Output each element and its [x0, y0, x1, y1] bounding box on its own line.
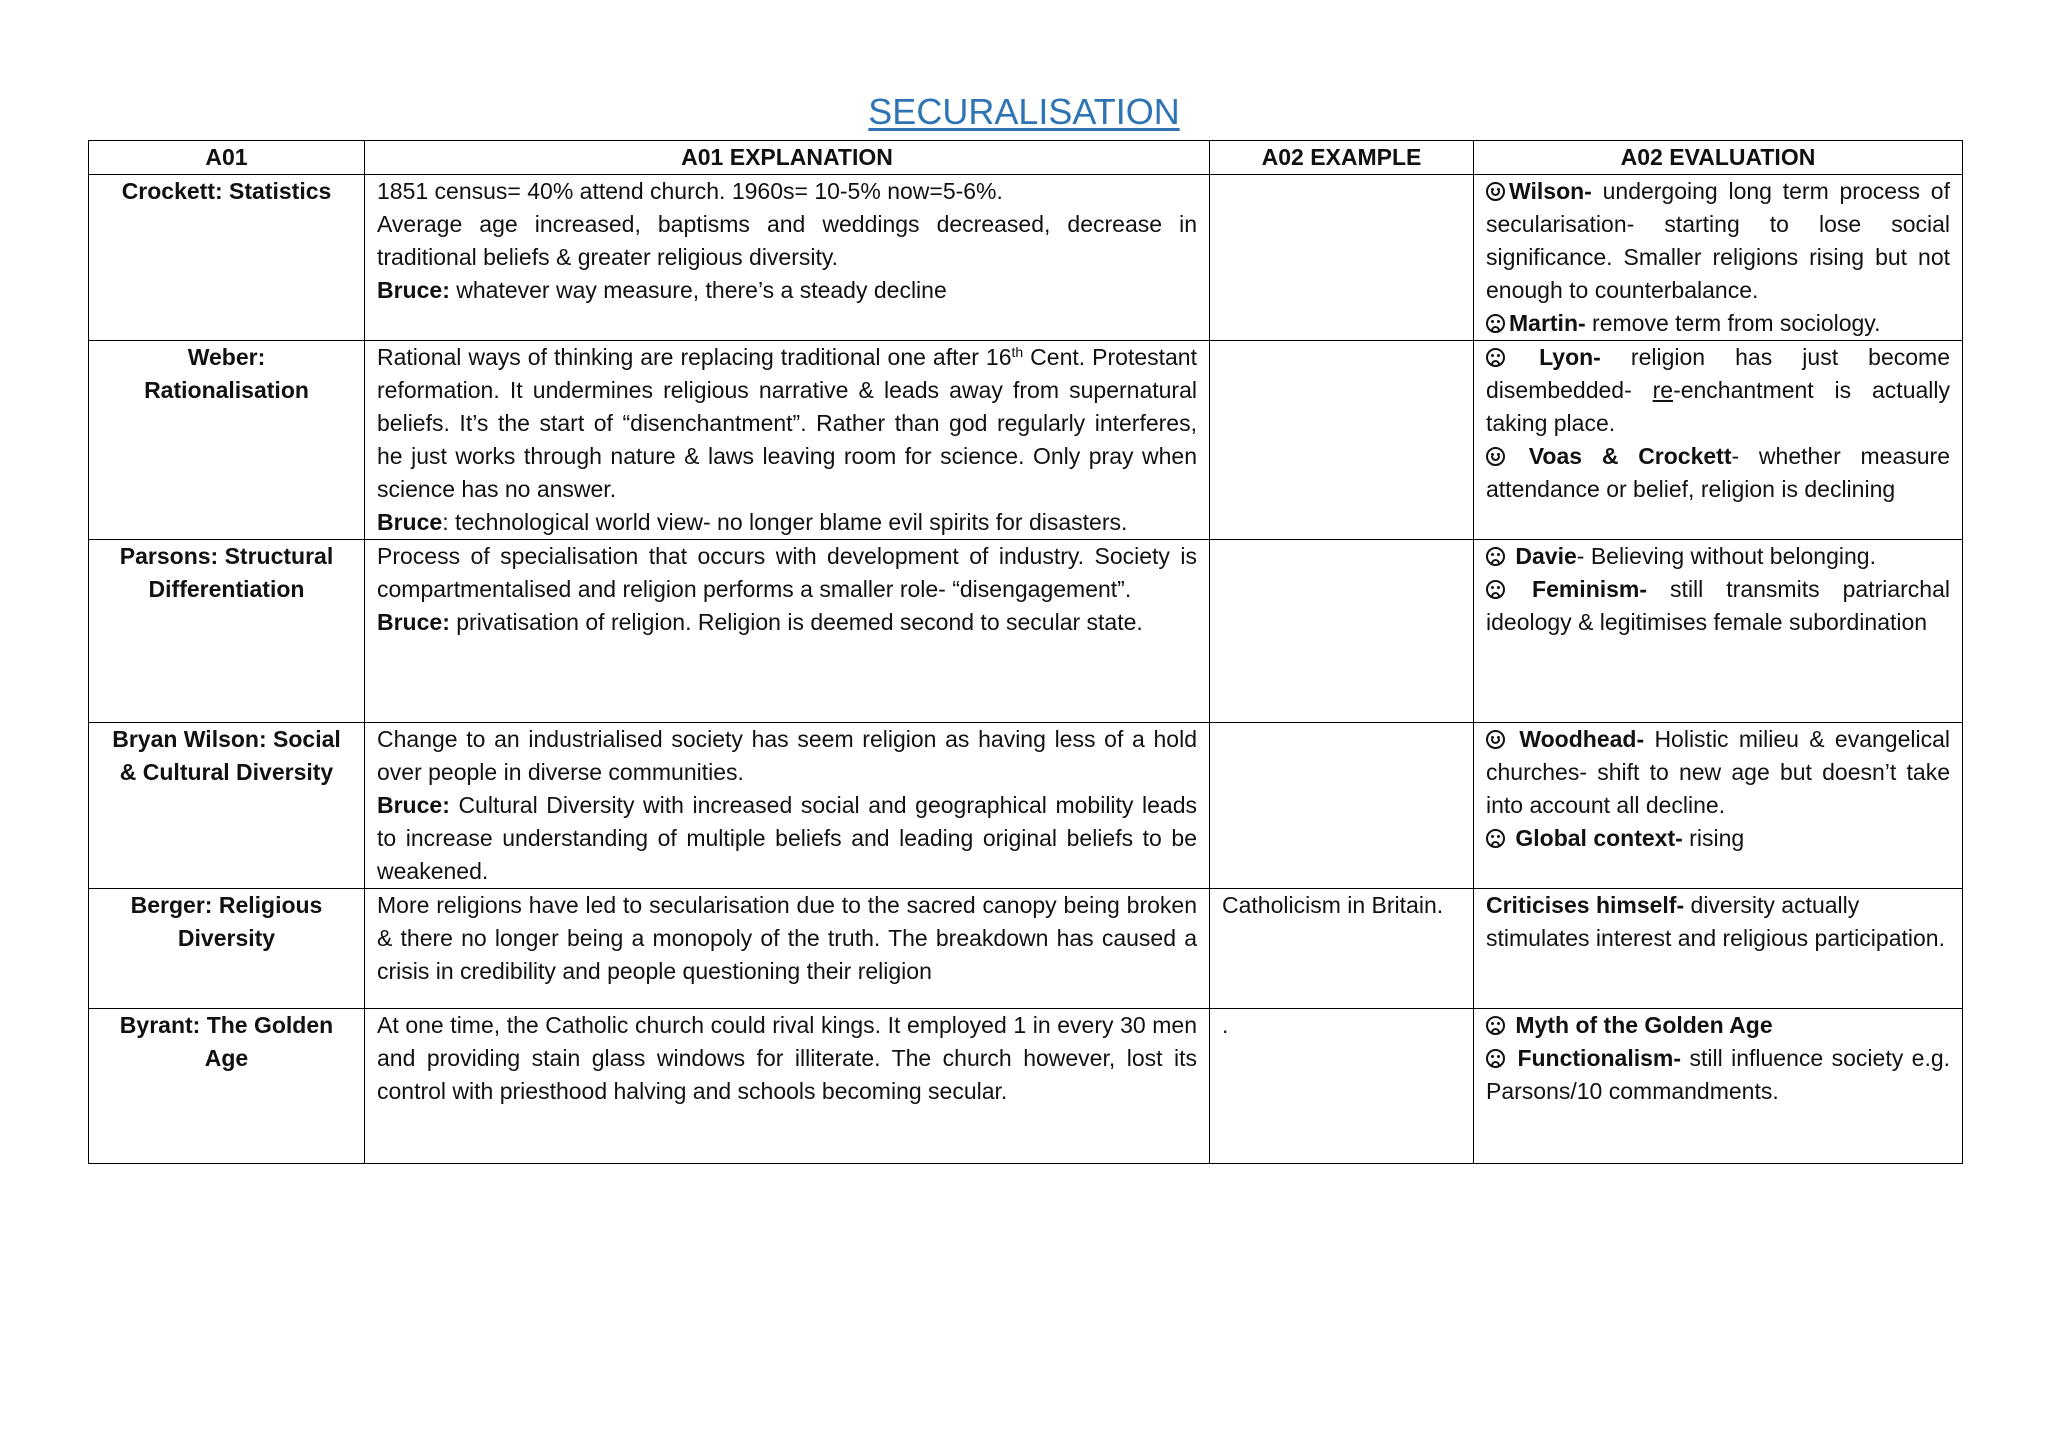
secularisation-table: [88, 140, 1963, 1164]
example-cell: Catholicism in Britain.: [1210, 889, 1474, 1009]
point-text: Holistic milieu & evangelical churches- shift to new age but doesn’t take into account all decline.: [1486, 726, 1950, 818]
smiley-face-icon: [1486, 447, 1505, 466]
topic-label: Crockett: Statistics: [121, 178, 332, 204]
smiley-face-icon: [1486, 730, 1505, 749]
explanation-cell: [365, 175, 1210, 341]
theorist-name: Bruce:: [377, 792, 450, 818]
theorist-name: Bruce:: [377, 609, 450, 635]
point-text: - whether measure attendance or belief, religion is declining: [1486, 443, 1951, 502]
point-text: privatisation of religion. Religion is deemed second to secular state.: [449, 609, 1143, 635]
explanation-cell: [365, 723, 1210, 889]
header-example: A02 EXAMPLE: [1210, 141, 1474, 175]
sad-face-icon: [1486, 580, 1505, 599]
ordinal-suffix: th: [1011, 344, 1024, 360]
evaluation-point: [1486, 175, 1950, 307]
evaluation-point: [1486, 440, 1950, 506]
smiley-face-icon: [1486, 182, 1505, 201]
theorist-name: Bruce: [377, 509, 443, 535]
theorist-name: Global context-: [1515, 825, 1683, 851]
explanation-text: 1851 census= 40% attend church. 1960s= 10-5% now=5-6%.: [377, 178, 1003, 204]
theorist-name: Wilson-: [1509, 178, 1592, 204]
example-cell: [1210, 175, 1474, 341]
sad-face-icon: [1486, 547, 1505, 566]
topic-cell: [89, 540, 365, 723]
table-row: [89, 540, 1963, 723]
theorist-name: Martin-: [1509, 310, 1586, 336]
sad-face-icon: [1486, 1049, 1505, 1068]
evaluation-point: [1486, 1009, 1950, 1042]
point-text: still influence society e.g. Parsons/10 commandments.: [1486, 1045, 1951, 1104]
topic-label: Byrant: The Golden: [119, 1012, 334, 1038]
theorist-name: Lyon-: [1539, 344, 1601, 370]
point-text: whatever way measure, there’s a steady decline: [449, 277, 947, 303]
explanation-point: [377, 274, 1197, 307]
explanation-cell: [365, 889, 1210, 1009]
sad-face-icon: [1486, 1016, 1505, 1035]
table-header-row: [89, 141, 1963, 175]
table-row: [89, 723, 1963, 889]
evaluation-cell: [1474, 540, 1963, 723]
topic-label: Rationalisation: [144, 377, 309, 403]
point-text: : technological world view- no longer blame evil spirits for disasters.: [442, 509, 1128, 535]
theorist-name: Feminism-: [1532, 576, 1648, 602]
point-text: Cultural Diversity with increased social and geographical mobility leads to increase understanding of multiple beliefs and leading original beliefs to be weakened.: [377, 792, 1197, 884]
explanation-cell: [365, 540, 1210, 723]
point-text: still transmits patriarchal ideology & legitimises female subordination: [1486, 576, 1950, 635]
underlined-text: re: [1652, 377, 1674, 403]
theorist-name: Davie: [1515, 543, 1577, 569]
explanation-cell: [365, 341, 1210, 540]
sad-face-icon: [1486, 314, 1505, 333]
explanation-text: Process of specialisation that occurs with development of industry. Society is compartmentalised and religion performs a smaller role- “disengagement”.: [377, 543, 1197, 602]
evaluation-point: [1486, 723, 1950, 822]
explanation-text: Change to an industrialised society has seem religion as having less of a hold over people in diverse communities.: [377, 726, 1197, 785]
table-row: [89, 1009, 1963, 1164]
theorist-name: Functionalism-: [1517, 1045, 1682, 1071]
topic-label: Differentiation: [148, 576, 305, 602]
example-cell: [1210, 540, 1474, 723]
evaluation-point: [1486, 889, 1950, 955]
explanation-text: Average age increased, baptisms and weddings decreased, decrease in traditional beliefs & greater religious diversity.: [377, 211, 1197, 270]
explanation-text-part: Rational ways of thinking are replacing traditional one after 16: [377, 344, 1012, 370]
explanation-point: [377, 606, 1197, 639]
explanation-point: [377, 506, 1197, 539]
example-cell: [1210, 723, 1474, 889]
table-row: [89, 175, 1963, 341]
table-row: [89, 889, 1963, 1009]
evaluation-cell: [1474, 723, 1963, 889]
point-text: diversity actually stimulates interest and religious participation.: [1486, 892, 1945, 951]
topic-cell: [89, 723, 365, 889]
point-text: - Believing without belonging.: [1576, 543, 1876, 569]
theorist-name: Criticises himself-: [1486, 892, 1685, 918]
explanation-text: At one time, the Catholic church could rival kings. It employed 1 in every 30 men and providing stain glass windows for illiterate. The church however, lost its control with priesthood halving and schools becoming secular.: [377, 1012, 1197, 1104]
point-text: undergoing long term process of secularisation- starting to lose social significance. Smaller religions rising but not enough to counterbalance.: [1486, 178, 1950, 303]
evaluation-point: [1486, 341, 1950, 440]
topic-label: Weber:: [187, 344, 266, 370]
topic-label: Diversity: [177, 925, 276, 951]
point-text: religion has just become disembedded-: [1486, 344, 1950, 403]
point-text: remove term from sociology.: [1585, 310, 1881, 336]
topic-cell: [89, 175, 365, 341]
explanation-point: [377, 789, 1197, 888]
example-cell: [1210, 341, 1474, 540]
evaluation-point: [1486, 540, 1950, 573]
header-explanation: A01 EXPLANATION: [365, 141, 1210, 175]
topic-label: Berger: Religious: [130, 892, 323, 918]
evaluation-point: [1486, 1042, 1950, 1108]
explanation-text: [377, 341, 1197, 506]
theorist-name: Myth of the Golden Age: [1515, 1012, 1773, 1038]
topic-cell: [89, 1009, 365, 1164]
evaluation-point: [1486, 573, 1950, 639]
sad-face-icon: [1486, 829, 1505, 848]
point-text: -enchantment is actually taking place.: [1486, 377, 1950, 436]
topic-label: Age: [204, 1045, 249, 1071]
evaluation-point: [1486, 307, 1950, 340]
explanation-text: More religions have led to secularisation due to the sacred canopy being broken & there no longer being a monopoly of the truth. The breakdown has caused a crisis in credibility and people questioning their religion: [377, 892, 1197, 984]
topic-cell: [89, 889, 365, 1009]
example-cell: .: [1210, 1009, 1474, 1164]
evaluation-cell: [1474, 341, 1963, 540]
topic-label: Parsons: Structural: [119, 543, 334, 569]
theorist-name: Woodhead-: [1519, 726, 1645, 752]
sad-face-icon: [1486, 348, 1505, 367]
evaluation-cell: [1474, 889, 1963, 1009]
header-a01: A01: [89, 141, 365, 175]
evaluation-cell: [1474, 1009, 1963, 1164]
explanation-text-part: Cent. Protestant reformation. It undermines religious narrative & leads away from supernatural beliefs. It’s the start of “disenchantment”. Rather than god regularly interferes, he just works through nature & laws leaving room for science. Only pray when science has no answer.: [377, 344, 1197, 502]
header-evaluation: A02 EVALUATION: [1474, 141, 1963, 175]
theorist-name: Bruce:: [377, 277, 450, 303]
page-title: SECURALISATION: [868, 91, 1180, 132]
point-text: rising: [1682, 825, 1745, 851]
evaluation-cell: [1474, 175, 1963, 341]
topic-cell: [89, 341, 365, 540]
topic-label: & Cultural Diversity: [119, 759, 334, 785]
evaluation-point: [1486, 822, 1950, 855]
topic-label: Bryan Wilson: Social: [112, 726, 341, 752]
explanation-cell: [365, 1009, 1210, 1164]
theorist-name: Voas & Crockett: [1528, 443, 1732, 469]
table-row: [89, 341, 1963, 540]
